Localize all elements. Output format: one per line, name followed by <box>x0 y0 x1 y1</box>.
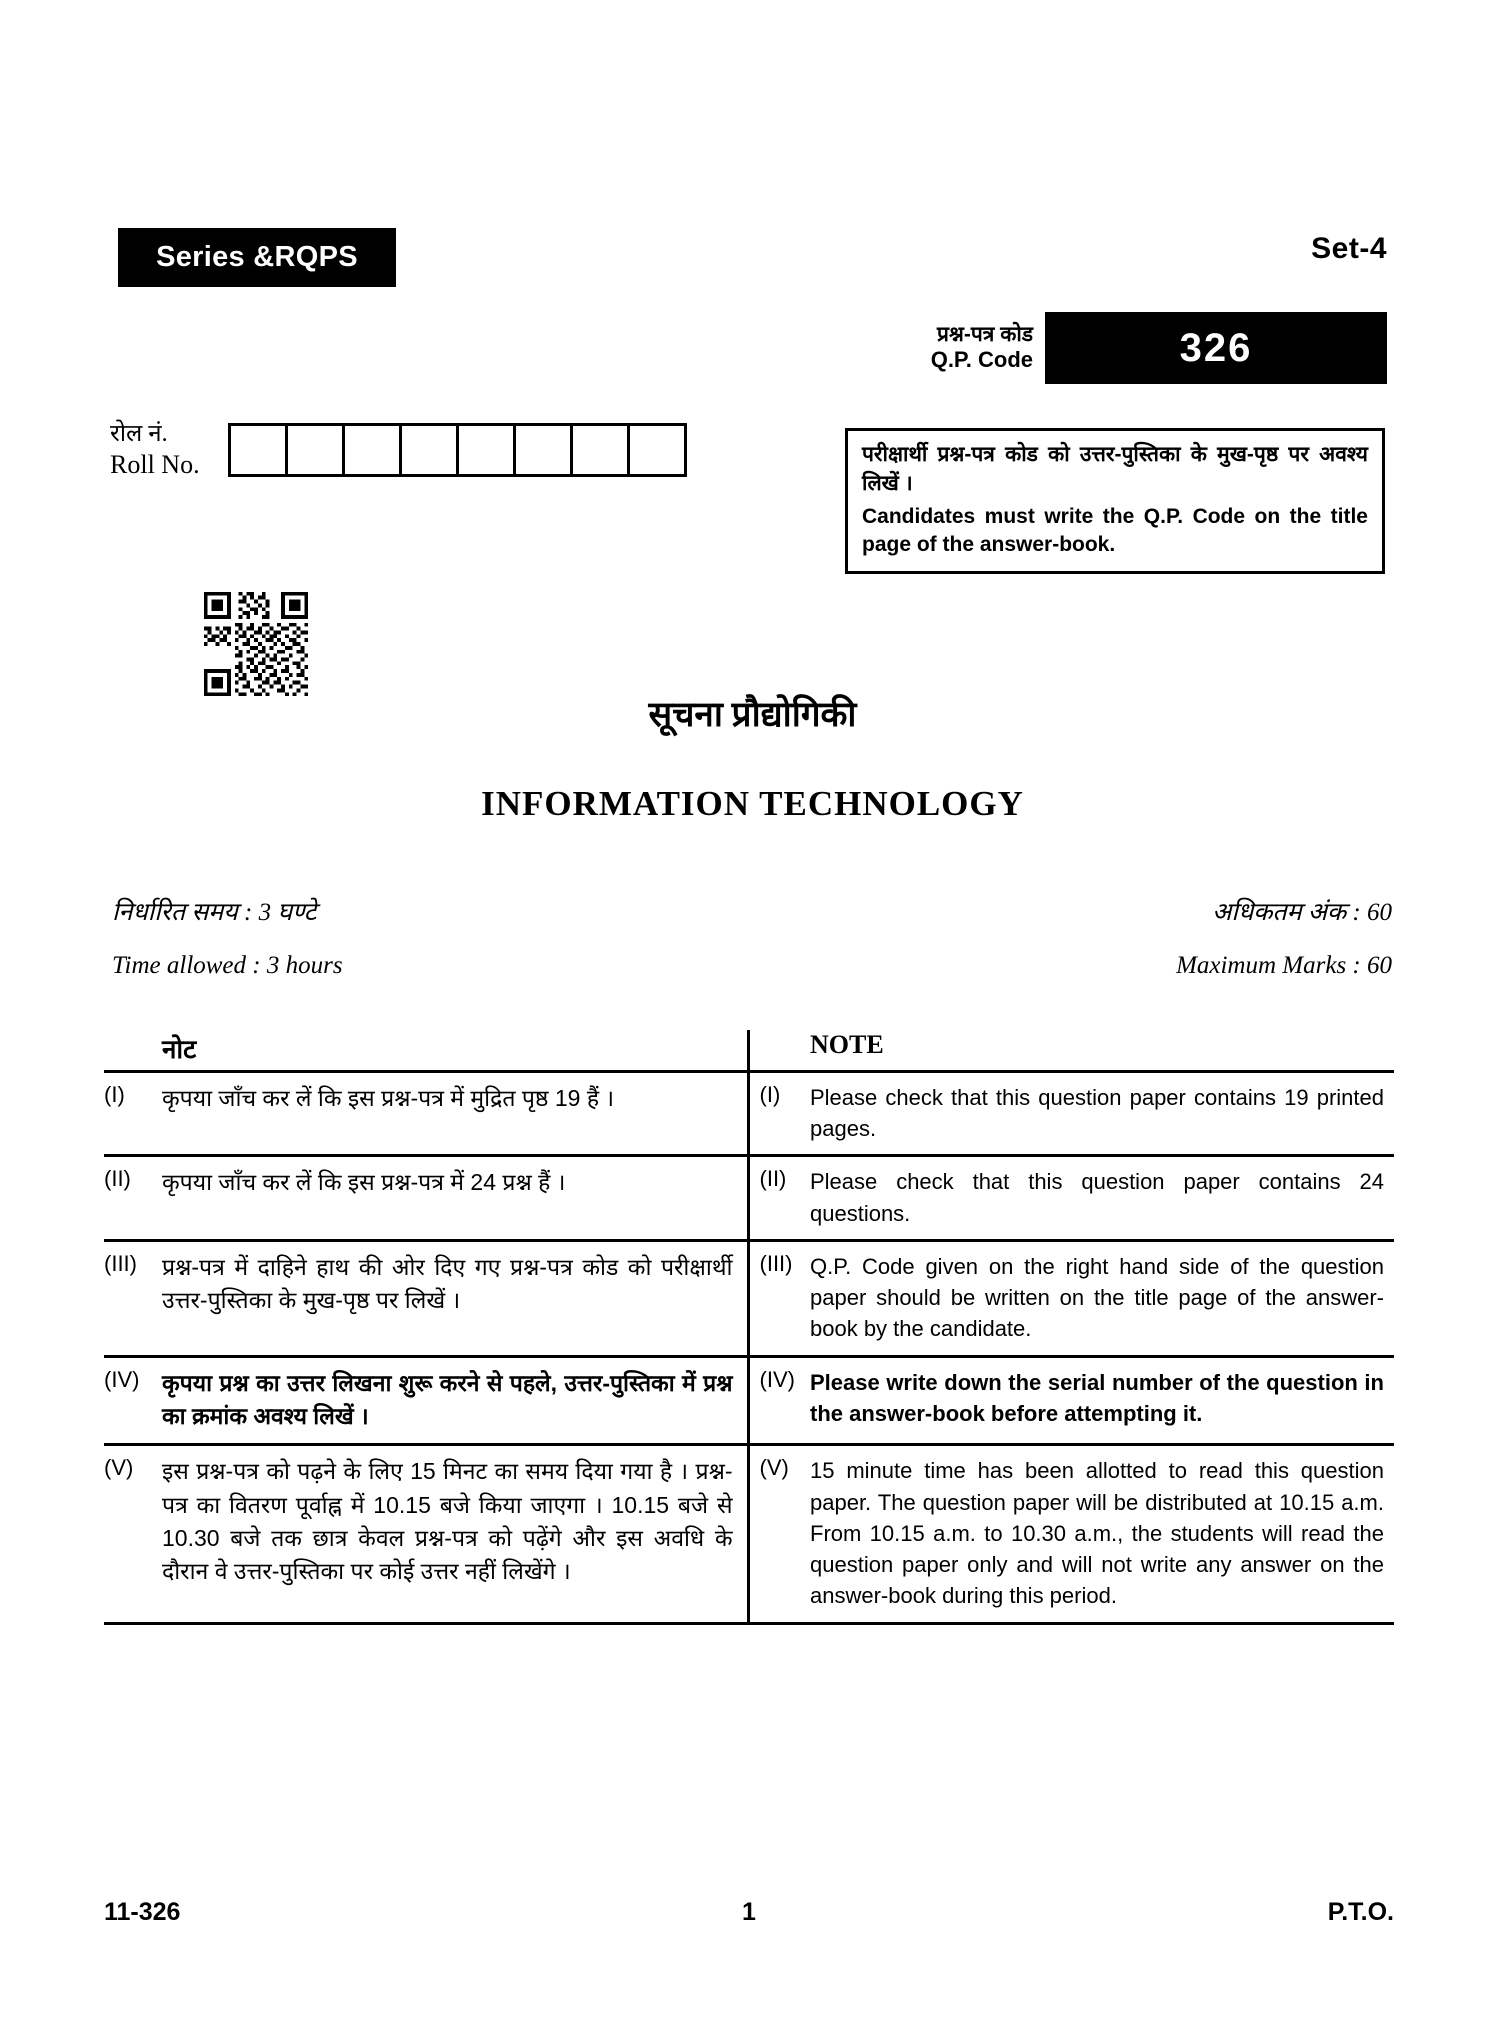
series-banner <box>118 228 396 287</box>
roll-label-hindi: रोल नं. <box>110 421 168 447</box>
qp-code-value: 326 <box>1179 325 1253 370</box>
note-text-english: Please check that this question paper contains 19 printed pages. <box>810 1072 1394 1156</box>
roll-digit-box[interactable] <box>459 426 516 474</box>
qp-code-box <box>1045 312 1387 384</box>
qr-code-icon <box>200 588 312 700</box>
page-footer <box>104 1898 1394 1927</box>
note-number-english: (II) <box>748 1156 810 1240</box>
roll-number-boxes[interactable] <box>228 423 687 477</box>
note-number-english: (V) <box>748 1445 810 1623</box>
note-header-spacer-hindi <box>104 1030 162 1072</box>
time-allowed-english: Time allowed : 3 hours <box>112 952 343 979</box>
note-text-hindi: कृपया जाँच कर लें कि इस प्रश्न-पत्र में मुद्रित पृष्ठ 19 हैं । <box>162 1072 748 1156</box>
maximum-marks-english: Maximum Marks : 60 <box>1176 952 1392 979</box>
note-number-english: (I) <box>748 1072 810 1156</box>
note-header-spacer-english <box>748 1030 810 1072</box>
roll-digit-box[interactable] <box>288 426 345 474</box>
qp-code-label-hindi: प्रश्न-पत्र कोड <box>937 322 1033 346</box>
footer-pto: P.T.O. <box>1327 1898 1394 1926</box>
candidate-instruction-hindi: परीक्षार्थी प्रश्न-पत्र कोड को उत्तर-पुस्तिका के मुख-पृष्ठ पर अवश्य लिखें । <box>862 443 1368 495</box>
qp-code-row <box>845 312 1387 384</box>
note-text-english: Q.P. Code given on the right hand side of the question paper should be written on the title page of the answer-book by the candidate. <box>810 1240 1394 1356</box>
roll-digit-box[interactable] <box>573 426 630 474</box>
roll-number-labels <box>110 420 228 481</box>
note-number-hindi: (V) <box>104 1445 162 1623</box>
table-row <box>104 1156 1394 1240</box>
table-row <box>104 1445 1394 1623</box>
series-label: Series &RQPS <box>156 241 358 273</box>
note-heading-hindi: नोट <box>162 1030 748 1072</box>
candidate-instruction-box <box>845 428 1385 574</box>
roll-digit-box[interactable] <box>516 426 573 474</box>
roll-digit-box[interactable] <box>402 426 459 474</box>
note-text-english: 15 minute time has been allotted to read this question paper. The question paper will be distributed at 10.15 a.m. From 10.15 a.m. to 10.30 a.m., the students will read the question paper only and will not write any answer on the answer-book during this period. <box>810 1445 1394 1623</box>
qp-code-label-english: Q.P. Code <box>930 347 1033 373</box>
roll-digit-box[interactable] <box>630 426 687 474</box>
candidate-instruction-english: Candidates must write the Q.P. Code on the title page of the answer-book. <box>862 504 1368 557</box>
roll-label-english: Roll No. <box>110 450 200 480</box>
note-table-header-row <box>104 1030 1394 1072</box>
note-text-english: Please check that this question paper contains 24 questions. <box>810 1156 1394 1240</box>
qp-code-labels <box>845 312 1045 384</box>
roll-digit-box[interactable] <box>231 426 288 474</box>
note-text-hindi: इस प्रश्न-पत्र को पढ़ने के लिए 15 मिनट का समय दिया गया है । प्रश्न-पत्र का वितरण पूर्वाह्न में 10.15 बजे किया जाएगा । 10.15 बजे से 10.30 बजे तक छात्र केवल प्रश्न-पत्र को पढ़ेंगे और इस अवधि के दौरान वे उत्तर-पुस्तिका पर कोई उत्तर नहीं लिखेंगे । <box>162 1445 748 1623</box>
page-number: 1 <box>742 1898 756 1926</box>
note-number-english: (IV) <box>748 1356 810 1445</box>
note-text-hindi: कृपया जाँच कर लें कि इस प्रश्न-पत्र में 24 प्रश्न हैं । <box>162 1156 748 1240</box>
note-number-english: (III) <box>748 1240 810 1356</box>
roll-digit-box[interactable] <box>345 426 402 474</box>
note-table <box>104 1030 1394 1625</box>
subject-title-hindi: सूचना प्रौद्योगिकी <box>648 695 857 734</box>
meta-row-english <box>112 952 1392 980</box>
footer-code: 11-326 <box>104 1898 181 1926</box>
set-label: Set-4 <box>1311 232 1387 265</box>
note-number-hindi: (I) <box>104 1072 162 1156</box>
table-row <box>104 1072 1394 1156</box>
note-number-hindi: (II) <box>104 1156 162 1240</box>
note-heading-english: NOTE <box>810 1030 1394 1072</box>
note-text-hindi: कृपया प्रश्न का उत्तर लिखना शुरू करने से पहले, उत्तर-पुस्तिका में प्रश्न का क्रमांक अवश्य लिखें । <box>162 1356 748 1445</box>
table-row <box>104 1356 1394 1445</box>
note-number-hindi: (III) <box>104 1240 162 1356</box>
subject-title-english: INFORMATION TECHNOLOGY <box>481 784 1024 823</box>
maximum-marks-hindi: अधिकतम अंक : 60 <box>1212 899 1392 926</box>
note-text-hindi: प्रश्न-पत्र में दाहिने हाथ की ओर दिए गए प्रश्न-पत्र कोड को परीक्षार्थी उत्तर-पुस्तिका के मुख-पृष्ठ पर लिखें । <box>162 1240 748 1356</box>
roll-number-section <box>110 420 687 481</box>
meta-row-hindi <box>112 894 1392 928</box>
time-allowed-hindi: निर्धारित समय : 3 घण्टे <box>112 899 317 926</box>
note-number-hindi: (IV) <box>104 1356 162 1445</box>
table-row <box>104 1240 1394 1356</box>
note-text-english: Please write down the serial number of the question in the answer-book before attempting it. <box>810 1356 1394 1445</box>
